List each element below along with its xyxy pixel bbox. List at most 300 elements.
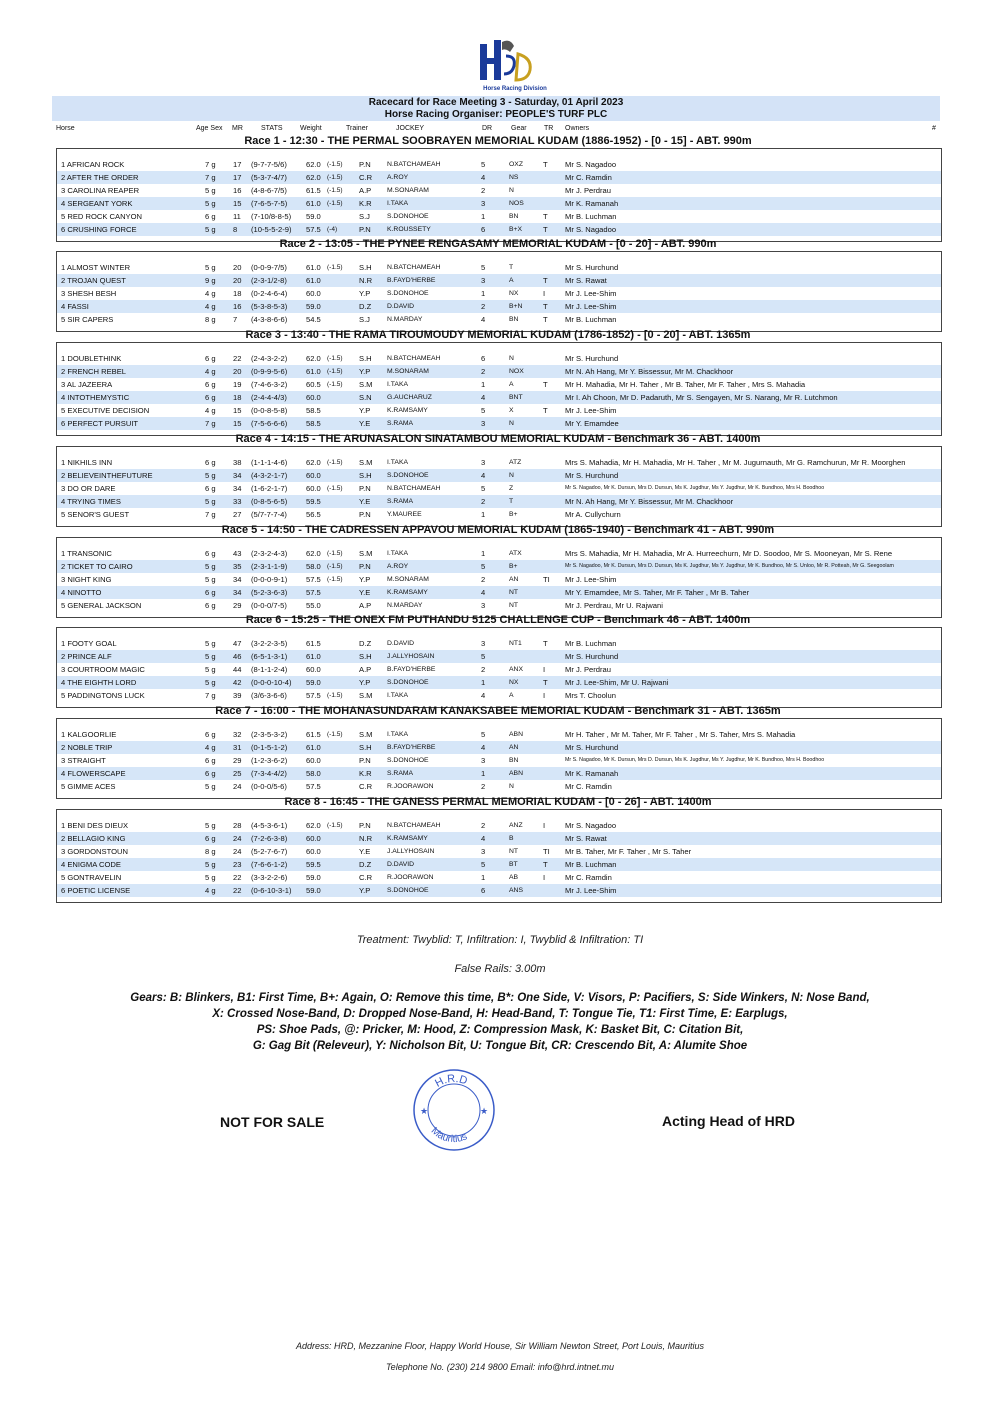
runner-horse: 4 FLOWERSCAPE [61,769,126,778]
runner-gear: A [509,277,514,284]
runner-stats: (1-6-2-1-7) [251,484,288,493]
runner-weight: 59.5 [306,497,321,506]
runner-mr: 34 [233,588,242,597]
runner-owners: Mr H. Taher , Mr M. Taher, Mr F. Taher , Mr S. Taher, Mrs S. Mahadia [565,730,796,739]
hrd-logo [472,36,556,92]
runner-stats: (2-3-1-1-9) [251,562,288,571]
runner-row [57,417,941,430]
runner-stats: (7-3-4-4/2) [251,769,287,778]
runner-age-sex: 4 g [205,406,216,415]
runner-trainer: A.P [359,186,372,195]
runner-jockey: S.DONOHOE [387,679,429,686]
runner-stats: (7-6-5-7-5) [251,199,288,208]
runner-owners: Mr S. Nagadoo, Mr K. Dursun, Mrs D. Dursun, Ms K. Jugdhur, Ms Y. Jugdhur, Mr K. Bundhoo, Mrs H. Boodhoo [565,757,825,763]
runner-weight: 56.5 [306,510,321,519]
runner-weight-allowance: (-1.5) [327,161,343,168]
race-title: Race 2 - 13:05 - THE PYNEE RENGASAMY MEMORIAL KUDAM - [0 - 20] - ABT. 990m [279,238,717,250]
runner-owners: Mr S. Hurchund [565,652,619,661]
organiser-line: Horse Racing Organiser: PEOPLE'S TURF PLC [52,109,940,121]
runner-row [57,287,941,300]
runner-age-sex: 6 g [205,380,216,389]
runner-trainer: P.N [359,562,371,571]
runner-jockey: K.ROUSSETY [387,226,431,233]
runner-trainer: D.Z [359,860,372,869]
runner-trainer: P.N [359,225,371,234]
runner-gear: ANZ [509,822,523,829]
runner-draw: 4 [481,471,486,480]
runner-trainer: Y.E [359,847,371,856]
runner-owners: Mrs T. Choolun [565,691,616,700]
runner-stats: (0-9-9-5-6) [251,367,288,376]
runner-age-sex: 5 g [205,575,216,584]
runner-trainer: C.R [359,873,373,882]
runner-draw: 4 [481,691,486,700]
column-headers [56,124,940,135]
runner-owners: Mr B. Luchman [565,639,617,648]
col-hash: # [932,125,936,132]
runner-stats: (0-0-8-5-8) [251,406,288,415]
runner-treatment: I [543,665,546,674]
runner-jockey: D.DAVID [387,303,415,310]
runner-draw: 2 [481,665,486,674]
runner-row [57,547,941,560]
runner-jockey: K.RAMSAMY [387,835,428,842]
runner-mr: 28 [233,821,242,830]
runner-jockey: S.RAMA [387,420,414,427]
runner-treatment: T [543,225,548,234]
runner-stats: (3-2-2-3-5) [251,639,288,648]
runner-gear: NX [509,679,519,686]
runner-gear: OXZ [509,161,523,168]
runner-trainer: Y.P [359,406,371,415]
race-title: Race 1 - 12:30 - THE PERMAL SOOBRAYEN MEMORIAL KUDAM (1886-1952) - [0 - 15] - ABT. 990m [244,135,752,147]
runner-jockey: S.DONOHOE [387,290,429,297]
runner-horse: 6 POETIC LICENSE [61,886,131,895]
runner-row [57,871,941,884]
runner-owners: Mr K. Ramanah [565,769,619,778]
runner-age-sex: 5 g [205,199,216,208]
runner-gear: BT [509,861,518,868]
runner-stats: (3/6-3-6-6) [251,691,287,700]
runner-trainer: S.J [359,315,370,324]
runner-row [57,495,941,508]
runner-draw: 2 [481,575,486,584]
runner-horse: 1 TRANSONIC [61,549,112,558]
runner-jockey: Y.MAUREE [387,511,422,518]
runner-weight-allowance: (-1.5) [327,692,343,699]
runner-owners: Mr S. Rawat [565,276,607,285]
runner-stats: (5-3-8-5-3) [251,302,288,311]
runner-trainer: N.R [359,276,373,285]
runner-weight: 60.0 [306,484,321,493]
runner-draw: 2 [481,302,486,311]
runner-draw: 1 [481,212,486,221]
runner-draw: 5 [481,652,486,661]
runner-trainer: Y.P [359,575,371,584]
runner-weight-allowance: (-4) [327,226,338,233]
runner-mr: 29 [233,601,242,610]
runner-stats: (4-5-3-6-1) [251,821,288,830]
runner-age-sex: 4 g [205,886,216,895]
runner-draw: 4 [481,173,486,182]
runner-gear: X [509,407,514,414]
runner-jockey: N.BATCHAMEAH [387,485,441,492]
runner-age-sex: 4 g [205,367,216,376]
runner-row [57,404,941,417]
runner-horse: 3 DO OR DARE [61,484,116,493]
runner-row [57,223,941,236]
gears-legend [100,990,900,1054]
runner-weight: 58.0 [306,769,321,778]
runner-mr: 25 [233,769,242,778]
runner-draw: 5 [481,730,486,739]
runner-gear: T [509,498,514,505]
runner-weight: 57.5 [306,588,321,597]
runner-trainer: S.H [359,354,372,363]
runner-weight-allowance: (-1.5) [327,731,343,738]
runner-jockey: J.ALLYHOSAIN [387,653,435,660]
runner-draw: 3 [481,419,486,428]
runner-age-sex: 5 g [205,652,216,661]
runner-horse: 4 INTOTHEMYSTIC [61,393,130,402]
runner-jockey: K.RAMSAMY [387,407,428,414]
runner-horse: 5 GIMME ACES [61,782,116,791]
runner-age-sex: 4 g [205,743,216,752]
runner-weight-allowance: (-1.5) [327,459,343,466]
runner-stats: (0-2-4-6-4) [251,289,288,298]
runner-treatment: I [543,289,546,298]
runner-weight: 61.5 [306,639,321,648]
runner-stats: (5-3-7-4/7) [251,173,287,182]
runner-draw: 1 [481,549,486,558]
col-horse: Horse [56,125,75,132]
runner-gear: B+N [509,303,523,310]
runner-mr: 17 [233,173,242,182]
runner-draw: 3 [481,458,486,467]
runner-draw: 4 [481,588,486,597]
runner-owners: Mr Y. Emamdee [565,419,619,428]
runner-horse: 5 GENERAL JACKSON [61,601,142,610]
runner-treatment: T [543,315,548,324]
race-title: Race 8 - 16:45 - THE GANESS PERMAL MEMORIAL KUDAM - [0 - 26] - ABT. 1400m [284,796,712,808]
runner-owners: Mr S. Nagadoo [565,225,617,234]
runner-draw: 5 [481,406,486,415]
runner-age-sex: 6 g [205,212,216,221]
runner-horse: 5 SENOR'S GUEST [61,510,130,519]
runner-horse: 5 RED ROCK CANYON [61,212,143,221]
not-for-sale: NOT FOR SALE [220,1114,325,1130]
runner-row [57,261,941,274]
runner-draw: 3 [481,639,486,648]
runner-jockey: A.ROY [387,174,409,181]
runner-weight: 60.5 [306,380,321,389]
race-table [56,627,942,708]
runner-owners: Mr S. Rawat [565,834,607,843]
runner-trainer: C.R [359,782,373,791]
runner-mr: 43 [233,549,242,558]
runner-jockey: M.SONARAM [387,368,429,375]
runner-age-sex: 6 g [205,588,216,597]
runner-treatment: I [543,873,546,882]
runner-gear: ANX [509,666,523,673]
runner-age-sex: 6 g [205,834,216,843]
runner-weight: 59.0 [306,886,321,895]
runner-draw: 2 [481,497,486,506]
runner-treatment: T [543,380,548,389]
runner-mr: 46 [233,652,242,661]
runner-horse: 6 CRUSHING FORCE [61,225,137,234]
col-weight: Weight [300,125,322,132]
runner-age-sex: 6 g [205,354,216,363]
runner-weight-allowance: (-1.5) [327,381,343,388]
runner-mr: 15 [233,406,242,415]
runner-weight: 59.0 [306,678,321,687]
runner-row [57,391,941,404]
runner-horse: 4 NINOTTO [61,588,102,597]
runner-mr: 27 [233,510,242,519]
runner-draw: 6 [481,225,486,234]
runner-mr: 33 [233,497,242,506]
runner-stats: (6-5-1-3-1) [251,652,288,661]
address: Address: HRD, Mezzanine Floor, Happy World House, Sir William Newton Street, Port Louis, Mauritius [295,1341,705,1351]
runner-weight: 60.0 [306,471,321,480]
runner-trainer: S.M [359,730,373,739]
runner-weight: 57.5 [306,782,321,791]
runner-mr: 42 [233,678,242,687]
runner-horse: 2 TICKET TO CAIRO [61,562,133,571]
runner-gear: ATZ [509,459,522,466]
runner-owners: Mr C. Ramdin [565,873,612,882]
runner-weight: 61.0 [306,367,321,376]
runner-gear: NT [509,602,519,609]
runner-jockey: S.DONOHOE [387,757,429,764]
col-trainer: Trainer [346,125,368,132]
runner-jockey: N.BATCHAMEAH [387,161,441,168]
runner-jockey: R.JOORAWON [387,874,434,881]
runner-mr: 16 [233,302,242,311]
runner-stats: (7-4-6-3-2) [251,380,288,389]
runner-gear: NT [509,589,519,596]
runner-row [57,274,941,287]
runner-owners: Mr S. Nagadoo [565,160,617,169]
racecard-title: Racecard for Race Meeting 3 - Saturday, 01 April 2023 [52,96,940,109]
runner-trainer: S.H [359,263,372,272]
runner-weight: 59.5 [306,860,321,869]
runner-gear: A [509,381,514,388]
runner-jockey: S.DONOHOE [387,472,429,479]
runner-weight: 58.0 [306,562,321,571]
runner-jockey: I.TAKA [387,200,409,207]
runner-owners: Mr S. Hurchund [565,471,619,480]
runner-row [57,197,941,210]
runner-stats: (0-0-0/5-6) [251,782,287,791]
runner-row [57,845,941,858]
runner-weight: 58.5 [306,406,321,415]
runner-stats: (2-3-5-3-2) [251,730,288,739]
runner-jockey: A.ROY [387,563,409,570]
runner-owners: Mr B. Taher, Mr F. Taher , Mr S. Taher [565,847,692,856]
runner-row [57,352,941,365]
runner-owners: Mr N. Ah Hang, Mr Y. Bissessur, Mr M. Chackhoor [565,367,734,376]
runner-gear: NOS [509,200,524,207]
runner-weight: 57.5 [306,225,321,234]
runner-owners: Mr B. Luchman [565,212,617,221]
runner-age-sex: 4 g [205,289,216,298]
runner-owners: Mr S. Hurchund [565,354,619,363]
runner-row [57,158,941,171]
runner-owners: Mr S. Nagadoo, Mr K. Dursun, Mrs D. Dursun, Ms K. Jugdhur, Ms Y. Jugdhur, Mr K. Bundhoo, Mrs H. Boodhoo [565,485,825,491]
runner-gear: B+X [509,226,523,233]
runner-age-sex: 7 g [205,160,216,169]
runner-owners: Mr S. Nagadoo [565,821,617,830]
runner-mr: 34 [233,484,242,493]
runner-age-sex: 8 g [205,315,216,324]
runner-stats: (4-3-2-1-7) [251,471,288,480]
runner-treatment: T [543,276,548,285]
runner-gear: NT1 [509,640,522,647]
race-title: Race 7 - 16:00 - THE MOHANASUNDARAM KANAKSABEE MEMORIAL KUDAM - Benchmark 31 - ABT. 1365m [215,705,781,717]
runner-row [57,832,941,845]
runner-jockey: D.DAVID [387,640,415,647]
runner-gear: B+ [509,511,518,518]
runner-weight: 61.0 [306,276,321,285]
runner-weight: 61.0 [306,652,321,661]
runner-trainer: S.J [359,212,370,221]
runner-horse: 3 AL JAZEERA [61,380,113,389]
runner-row [57,378,941,391]
runner-weight: 54.5 [306,315,321,324]
runner-trainer: S.N [359,393,372,402]
runner-gear: AN [509,744,519,751]
runner-horse: 5 EXECUTIVE DECISION [61,406,150,415]
runner-jockey: D.DAVID [387,861,415,868]
runner-trainer: Y.E [359,588,371,597]
runner-row [57,300,941,313]
runner-owners: Mr Y. Emamdee, Mr S. Taher, Mr F. Taher , Mr B. Taher [565,588,750,597]
runner-stats: (7-10/8-8-5) [251,212,292,221]
runner-stats: (7-5-6-6-6) [251,419,288,428]
runner-jockey: N.MARDAY [387,602,423,609]
runner-weight-allowance: (-1.5) [327,485,343,492]
runner-row [57,689,941,702]
runner-weight: 60.0 [306,289,321,298]
runner-mr: 34 [233,575,242,584]
runner-mr: 44 [233,665,242,674]
runner-treatment: T [543,212,548,221]
runner-row [57,508,941,521]
runner-horse: 3 NIGHT KING [61,575,112,584]
runner-mr: 18 [233,289,242,298]
runner-draw: 1 [481,873,486,882]
runner-mr: 11 [233,212,241,221]
runner-horse: 1 FOOTY GOAL [61,639,117,648]
runner-jockey: I.TAKA [387,459,409,466]
runner-horse: 2 PRINCE ALF [61,652,112,661]
runner-gear: NS [509,174,519,181]
runner-row [57,365,941,378]
runner-trainer: Y.P [359,367,371,376]
runner-horse: 2 TROJAN QUEST [61,276,126,285]
runner-age-sex: 9 g [205,276,216,285]
runner-trainer: S.M [359,691,373,700]
runner-stats: (1-2-3-6-2) [251,756,288,765]
runner-draw: 5 [481,562,486,571]
runner-weight: 62.0 [306,173,321,182]
runner-gear: BN [509,213,519,220]
runner-jockey: B.FAYD'HERBE [387,744,436,751]
runner-draw: 4 [481,743,486,752]
runner-trainer: K.R [359,199,372,208]
runner-horse: 4 FASSI [61,302,89,311]
race-title: Race 5 - 14:50 - THE CADRESSEN APPAVOU MEMORIAL KUDAM (1865-1940) - Benchmark 41 - ABT. 990m [221,524,775,536]
stamp-bottom-text: Mauritius [428,1125,469,1146]
treatment-legend: Treatment: Twyblid: T, Infiltration: I, Twyblid & Infiltration: TI [356,934,644,946]
runner-weight: 60.0 [306,665,321,674]
runner-trainer: P.N [359,756,371,765]
col-jockey: JOCKEY [396,125,425,132]
runner-row [57,469,941,482]
runner-weight: 62.0 [306,160,321,169]
runner-gear: N [509,355,514,362]
runner-treatment: T [543,639,548,648]
runner-weight: 61.0 [306,743,321,752]
runner-stats: (2-3-2-4-3) [251,549,288,558]
gears-line: G: Gag Bit (Releveur), Y: Nicholson Bit, U: Tongue Bit, CR: Crescendo Bit, A: Alumite Shoe [252,1040,748,1052]
runner-jockey: R.JOORAWON [387,783,434,790]
runner-gear: NX [509,290,519,297]
runner-owners: Mr J. Lee-Shim [565,575,617,584]
runner-jockey: I.TAKA [387,550,409,557]
runner-weight: 59.0 [306,212,321,221]
race-table [56,537,942,618]
runner-age-sex: 7 g [205,691,216,700]
runner-trainer: N.R [359,834,373,843]
runner-owners: Mr J. Perdrau, Mr U. Rajwani [565,601,663,610]
runner-age-sex: 5 g [205,186,216,195]
runner-mr: 35 [233,562,242,571]
runner-row [57,767,941,780]
runner-mr: 20 [233,276,242,285]
runner-row [57,663,941,676]
runner-jockey: N.BATCHAMEAH [387,355,441,362]
runner-draw: 4 [481,315,486,324]
runner-trainer: P.N [359,160,371,169]
runner-horse: 3 STRAIGHT [61,756,106,765]
runner-owners: Mr J. Lee-Shim [565,289,617,298]
col-mr: MR [232,125,243,132]
runner-jockey: G.AUCHARUZ [387,394,432,401]
runner-mr: 20 [233,263,242,272]
runner-stats: (3-3-2-2-6) [251,873,288,882]
runner-age-sex: 6 g [205,549,216,558]
runner-stats: (2-4-4-4/3) [251,393,287,402]
runner-gear: N [509,187,514,194]
runner-horse: 2 BELLAGIO KING [61,834,126,843]
runner-jockey: K.RAMSAMY [387,589,428,596]
runner-age-sex: 5 g [205,860,216,869]
runner-trainer: Y.P [359,886,371,895]
runner-trainer: P.N [359,484,371,493]
runner-draw: 1 [481,769,486,778]
runner-weight-allowance: (-1.5) [327,187,343,194]
runner-trainer: Y.E [359,497,371,506]
runner-draw: 3 [481,847,486,856]
runner-gear: N [509,472,514,479]
runner-weight-allowance: (-1.5) [327,576,343,583]
col-age-sex: Age Sex [196,125,223,132]
runner-trainer: C.R [359,173,373,182]
runner-gear: ANS [509,887,523,894]
